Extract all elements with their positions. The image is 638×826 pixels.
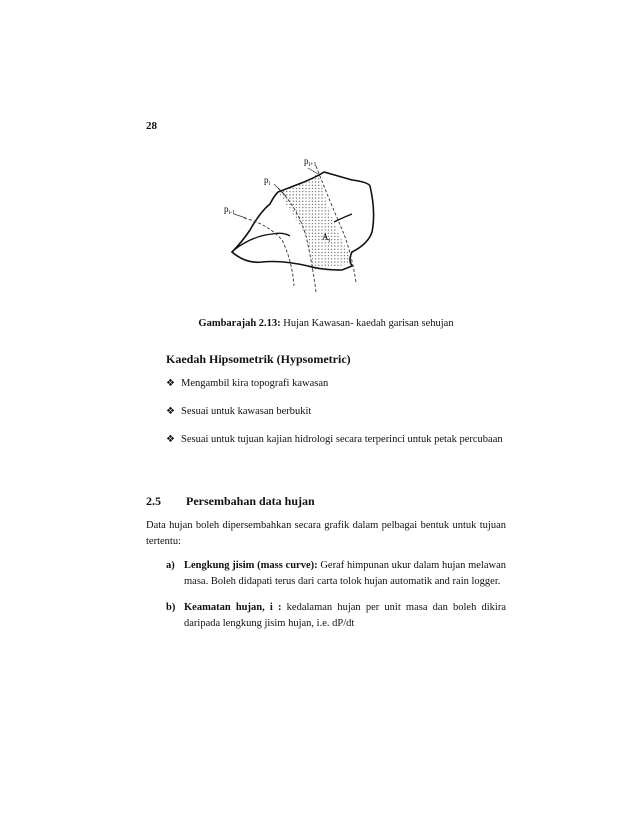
diamond-bullet-icon: ❖ [166, 434, 175, 445]
label-p-prev: $p_{i-1}$ [224, 204, 236, 216]
isohyetal-figure [212, 152, 392, 302]
label-area: $A_i$ [322, 232, 331, 244]
figure-caption [146, 318, 506, 329]
item-list [166, 558, 506, 642]
label-p-i: $p_i$ [264, 175, 271, 187]
list-item: ❖ Sesuai untuk tujuan kajian hidrologi secara terperinci untuk petak percubaan [166, 434, 503, 445]
caption-text: Hujan Kawasan- kaedah garisan sehujan [280, 318, 454, 329]
shaded-area-ai [278, 170, 352, 270]
page-number: 28 [146, 120, 157, 132]
subheading-hypsometric: Kaedah Hipsometrik (Hypsometric) [166, 352, 351, 366]
bullet-list [166, 376, 506, 460]
section-heading [146, 494, 315, 509]
section-title: Persembahan data hujan [186, 494, 315, 508]
list-item: ❖ Mengambil kira topografi kawasan [166, 378, 329, 389]
list-item: a) Lengkung jisim (mass curve): Geraf himpunan ukur dalam hujan melawan masa. Boleh didapati terus dari carta tolok hujan automatik and rain logger. [166, 560, 506, 587]
section-number: 2.5 [146, 494, 161, 508]
label-p-next: $p_{i+1}$ [304, 156, 317, 168]
caption-label: Gambarajah 2.13: [198, 318, 281, 329]
diamond-bullet-icon: ❖ [166, 378, 175, 389]
diamond-bullet-icon: ❖ [166, 406, 175, 417]
internal-boundary-1 [234, 233, 290, 250]
list-item: b) Keamatan hujan, i : kedalaman hujan per unit masa dan boleh dikira daripada lengkung jisim hujan, i.e. dP/dt [166, 602, 506, 629]
intro-paragraph: Data hujan boleh dipersembahkan secara grafik dalam pelbagai bentuk untuk tujuan tertentu: [146, 520, 506, 547]
list-item: ❖ Sesuai untuk kawasan berbukit [166, 406, 312, 417]
